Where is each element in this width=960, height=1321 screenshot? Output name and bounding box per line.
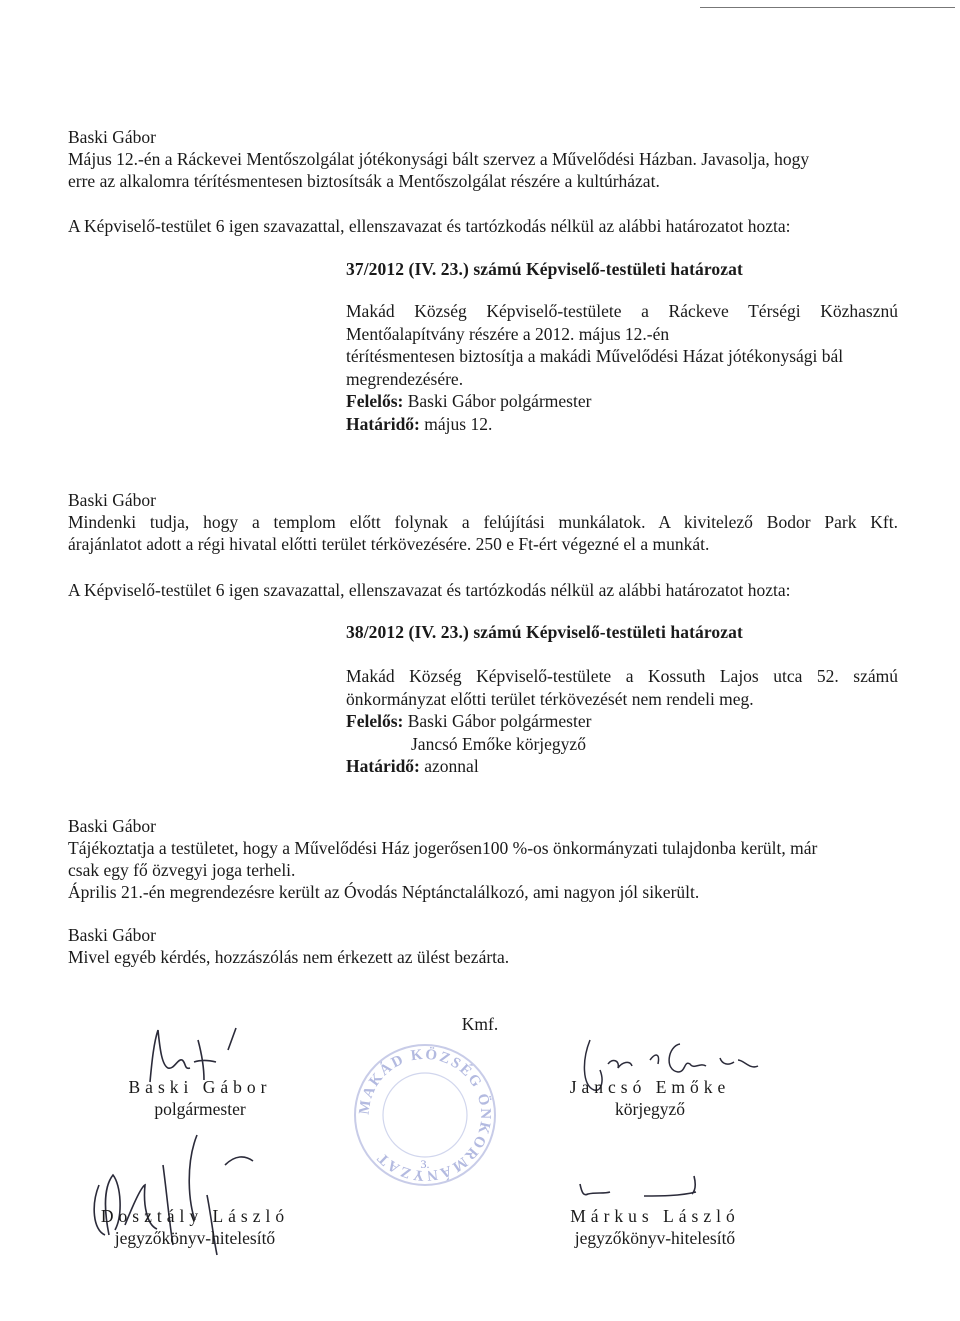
vote-text: A Képviselő-testület 6 igen szavazattal, ellenszavazat és tartózkodás nélkül az alábbi határozatot hozta: — [68, 216, 791, 236]
deadline-row — [346, 413, 898, 436]
witness2-name: Márkus László — [570, 1206, 740, 1226]
responsible-value: Baski Gábor polgármester — [407, 391, 592, 411]
deadline-value: azonnal — [424, 756, 479, 776]
witness1-block — [85, 1205, 305, 1249]
speaker-block-2 — [68, 489, 898, 555]
top-rule — [700, 7, 955, 8]
paragraph-line: erre az alkalomra térítésmentesen biztosítsák a Mentőszolgálat részére a kultúrházat. — [68, 171, 660, 191]
speaker-block-3 — [68, 815, 898, 903]
speaker-name: Baski Gábor — [68, 127, 156, 147]
responsible-row — [346, 390, 898, 413]
paragraph-line: Mindenki tudja, hogy a templom előtt folynak a felújítási munkálatok. A kivitelező Bodor Park Kft. — [68, 512, 898, 532]
witness1-title: jegyzőkönyv-hitelesítő — [114, 1228, 276, 1248]
paragraph-line: csak egy fő özvegyi joga terheli. — [68, 860, 296, 880]
notary-name: Jancsó Emőke — [569, 1077, 731, 1097]
mayor-name: Baski Gábor — [128, 1077, 272, 1097]
speaker-name: Baski Gábor — [68, 490, 156, 510]
witness2-title: jegyzőkönyv-hitelesítő — [574, 1228, 736, 1248]
resolution-title-2: 38/2012 (IV. 23.) számú Képviselő-testületi határozat — [346, 622, 743, 642]
deadline-label: Határidő: — [346, 756, 420, 776]
notary-block — [530, 1076, 770, 1120]
paragraph-line: Május 12.-én a Ráckevei Mentőszolgálat jótékonysági bált szervez a Művelődési Házban. Javasolja, hogy — [68, 149, 810, 169]
stamp-text: MAKÁD KÖZSÉG ÖNKORMÁNYZAT — [356, 1046, 494, 1184]
resolution-line: Mentőalapítvány részére a 2012. május 12.-én — [346, 323, 670, 344]
deadline-value: május 12. — [424, 413, 493, 434]
resolution-line: megrendezésére. — [346, 368, 464, 389]
resolution-title-1: 37/2012 (IV. 23.) számú Képviselő-testületi határozat — [346, 259, 743, 279]
witness1-name: Dosztály László — [100, 1206, 290, 1226]
responsible-value: Baski Gábor polgármester — [407, 711, 592, 731]
vote-statement-1 — [68, 215, 898, 237]
responsible-label: Felelős: — [346, 711, 404, 731]
paragraph-line: Tájékoztatja a testületet, hogy a Művelődési Ház jogerősen100 %-os önkormányzati tulajdonba került, már — [68, 838, 818, 858]
paragraph-line: Mivel egyéb kérdés, hozzászólás nem érkezett az ülést bezárta. — [68, 947, 510, 967]
responsible-label: Felelős: — [346, 391, 404, 411]
notary-title: körjegyző — [615, 1099, 685, 1119]
speaker-block-4 — [68, 924, 898, 968]
speaker-name: Baski Gábor — [68, 816, 156, 836]
mayor-title: polgármester — [154, 1099, 246, 1119]
kmf-label: Kmf. — [461, 1014, 499, 1034]
resolution-line: önkormányzat előtti terület térkövezését nem rendeli meg. — [346, 688, 754, 709]
vote-statement-2 — [68, 579, 898, 601]
speaker-block-1 — [68, 126, 898, 192]
speaker-name: Baski Gábor — [68, 925, 156, 945]
stamp-number: 3. — [420, 1157, 430, 1171]
municipal-stamp — [350, 1040, 500, 1190]
witness2-signature — [570, 1170, 720, 1210]
responsible-second: Jancsó Emőke körjegyző — [411, 733, 586, 754]
resolution-body-1 — [346, 300, 898, 435]
paragraph-line: Április 21.-én megrendezésre került az Óvodás Néptánctalálkozó, ami nagyon jól sikerült. — [68, 882, 700, 902]
vote-text: A Képviselő-testület 6 igen szavazattal, ellenszavazat és tartózkodás nélkül az alábbi határozatot hozta: — [68, 580, 791, 600]
paragraph-line: árajánlatot adott a régi hivatal előtti terület térkövezésére. 250 e Ft-ért végezné el a munkát. — [68, 534, 710, 554]
resolution-line: térítésmentesen biztosítja a makádi Művelődési Házat jótékonysági bál — [346, 346, 844, 366]
witness2-block — [540, 1205, 770, 1249]
resolution-line: Makád Község Képviselő-testülete a Ráckeve Térségi Közhasznú — [346, 301, 898, 321]
deadline-row — [346, 755, 898, 778]
responsible-row — [346, 710, 898, 733]
deadline-label: Határidő: — [346, 413, 420, 434]
resolution-line: Makád Község Képviselő-testülete a Kossuth Lajos utca 52. számú — [346, 666, 898, 686]
mayor-block — [100, 1076, 300, 1120]
resolution-body-2 — [346, 665, 898, 778]
